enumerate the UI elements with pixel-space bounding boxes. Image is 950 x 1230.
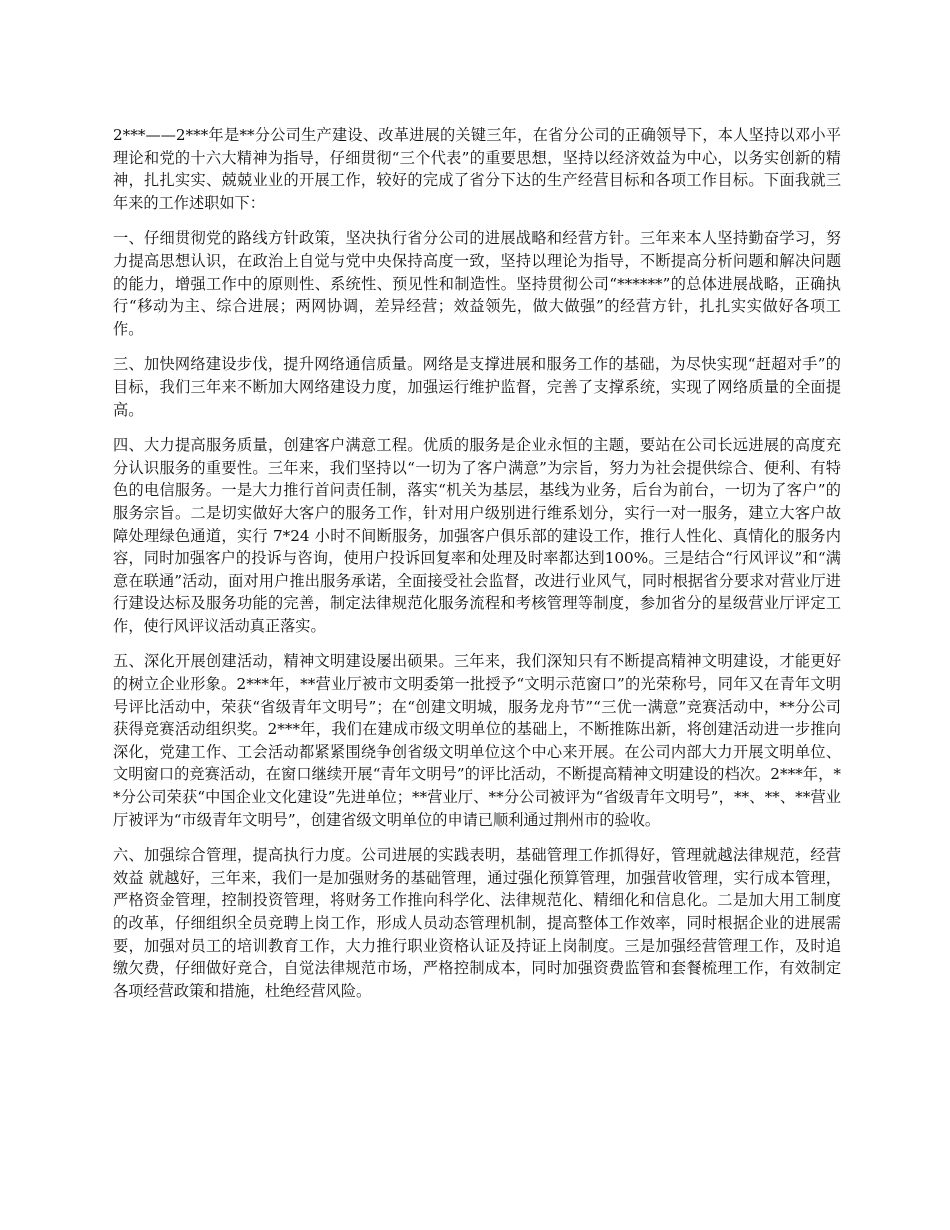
paragraph-section-4: 四、大力提高服务质量，创建客户满意工程。优质的服务是企业永恒的主题，要站在公司长远进展的高度充分认识服务的重要性。三年来，我们坚持以“一切为了客户满意”为宗旨，努力为社会提供综合、便利、有特色的电信服务。一是大力推行首问责任制，落实“机关为基层，基线为业务，后台为前台，一切为了客户”的服务宗旨。二是切实做好大客户的服务工作，针对用户级别进行维系划分，实行一对一服务，建立大客户故障处理绿色通道，实行 7*24 小时不间断服务，加强客户俱乐部的建设工作，推行人性化、真情化的服务内容，同时加强客户的投诉与咨询，使用户投诉回复率和处理及时率都达到100%。三是结合“行风评议”和“满意在联通”活动，面对用户推出服务承诺，全面接受社会监督，改进行业风气，同时根据省分要求对营业厅进行建设达标及服务功能的完善，制定法律规范化服务流程和考核管理等制度，参加省分的星级营业厅评定工作，使行风评议活动真正落实。 — [113, 436, 841, 635]
paragraph-section-1: 一、仔细贯彻党的路线方针政策，坚决执行省分公司的进展战略和经营方针。三年来本人坚持勤奋学习，努力提高思想认识，在政治上自觉与党中央保持高度一致，坚持以理论为指导，不断提高分析问题和解决问题的能力，增强工作中的原则性、系统性、预见性和制造性。坚持贯彻公司“******”的总体进展战略，正确执行“移动为主、综合进展；两网协调，差异经营；效益领先，做大做强”的经营方针，扎扎实实做好各项工作。 — [113, 229, 841, 338]
paragraph-section-6: 六、加强综合管理，提高执行力度。公司进展的实践表明，基础管理工作抓得好，管理就越法律规范，经营效益 就越好，三年来，我们一是加强财务的基础管理，通过强化预算管理，加强营收管理，实行成本管理，严格资金管理，控制投资管理，将财务工作推向科学化、法律规范化、精细化和信息化。二是加大用工制度的改革，仔细组织全员竞聘上岗工作，形成人员动态管理机制，提高整体工作效率，同时根据企业的进展需要，加强对员工的培训教育工作，大力推行职业资格认证及持证上岗制度。三是加强经营管理工作，及时追缴欠费，仔细做好竞合，自觉法律规范市场，严格控制成本，同时加强资费监管和套餐梳理工作，有效制定各项经营政策和措施，杜绝经营风险。 — [113, 846, 841, 1000]
paragraph-section-5: 五、深化开展创建活动，精神文明建设屡出硕果。三年来，我们深知只有不断提高精神文明建设，才能更好的树立企业形象。2***年，**营业厅被市文明委第一批授予“文明示范窗口”的光荣称号，同年又在青年文明号评比活动中，荣获“省级青年文明号”；在“创建文明城，服务龙舟节”“三优一满意”竞赛活动中，**分公司获得竞赛活动组织奖。2***年，我们在建成市级文明单位的基础上，不断推陈出新，将创建活动进一步推向深化，党建工作、工会活动都紧紧围绕争创省级文明单位这个中心来开展。在公司内部大力开展文明单位、文明窗口的竞赛活动，在窗口继续开展“青年文明号”的评比活动，不断提高精神文明建设的档次。2***年，**分公司荣获“中国企业文化建设”先进单位；**营业厅、**分公司被评为“省级青年文明号”，**、**、**营业厅被评为“市级青年文明号”，创建省级文明单位的申请已顺利通过荆州市的验收。 — [113, 652, 841, 829]
document-body — [113, 124, 841, 1015]
paragraph-section-3: 三、加快网络建设步伐，提升网络通信质量。网络是支撑进展和服务工作的基础，为尽快实现“赶超对手”的目标，我们三年来不断加大网络建设力度，加强运行维护监督，完善了支撑系统，实现了网络质量的全面提高。 — [113, 355, 841, 419]
paragraph-intro: 2***——2***年是**分公司生产建设、改革进展的关键三年，在省分公司的正确领导下，本人坚持以邓小平理论和党的十六大精神为指导，仔细贯彻“三个代表”的重要思想，坚持以经济效益为中心，以务实创新的精神，扎扎实实、兢兢业业的开展工作，较好的完成了省分下达的生产经营目标和各项工作目标。下面我就三年来的工作述职如下： — [113, 126, 841, 212]
